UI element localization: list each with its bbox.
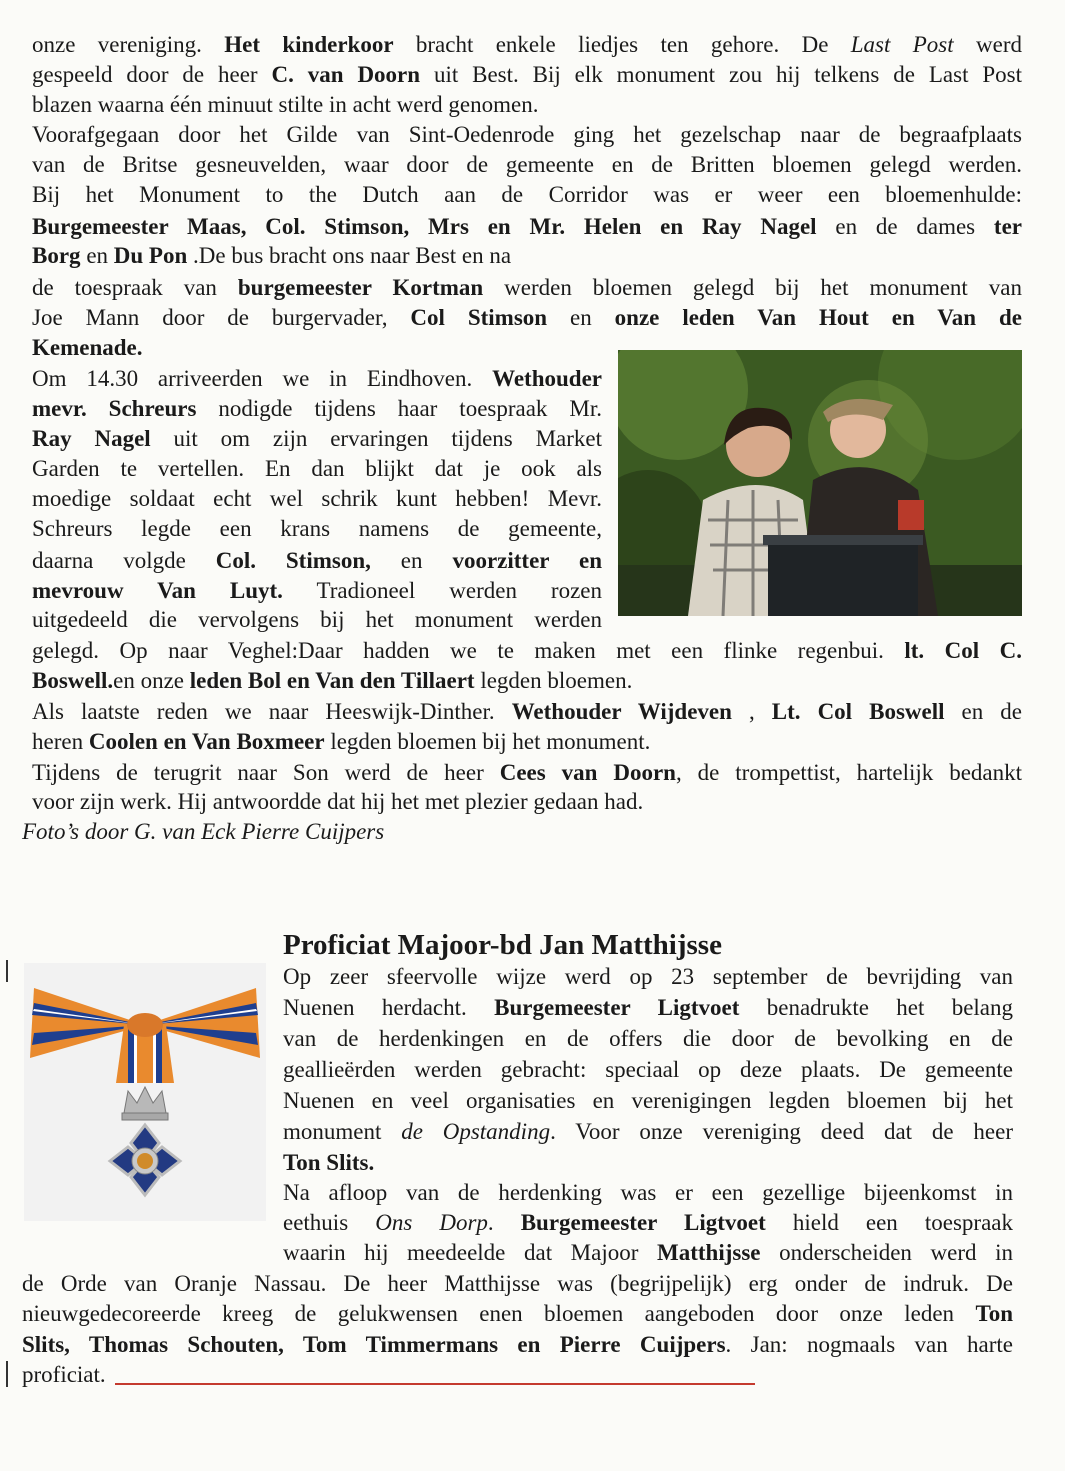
- ceremony-photo: [618, 350, 1022, 616]
- top-line-4: [32, 120, 1022, 150]
- text-run: uit om zijn ervaringen tijdens Market: [150, 426, 602, 451]
- text-run: hield een toespraak: [765, 1210, 1013, 1235]
- text-run: Kemenade.: [32, 335, 143, 360]
- top-line-19: [32, 576, 602, 606]
- text-run: werden bloemen gelegd bij het monument van: [483, 275, 1022, 300]
- text-run: de Opstanding: [401, 1119, 551, 1144]
- text-run: ,: [731, 699, 772, 724]
- text-run: proficiat.: [22, 1362, 106, 1387]
- text-run: lt. Col C.: [904, 638, 1022, 663]
- text-run: Schreurs legde een krans namens de gemeente,: [32, 516, 602, 541]
- text-run: C. van Doorn: [271, 62, 421, 87]
- text-run: voorzitter en: [452, 548, 602, 573]
- text-run: daarna volgde: [32, 548, 216, 573]
- text-run: monument: [283, 1119, 402, 1144]
- text-run: gelegd. Op naar Veghel:Daar hadden we te maken met een flinke regenbui.: [32, 638, 905, 663]
- margin-mark-top: [6, 960, 8, 982]
- top-line-3: [32, 90, 538, 120]
- bottom-line-11: [22, 1269, 1013, 1299]
- text-run: bracht enkele liedjes ten gehore. De: [393, 32, 851, 57]
- text-run: Last Post: [850, 32, 954, 57]
- text-run: Coolen en Van Boxmeer: [88, 729, 325, 754]
- text-run: Burgemeester Ligtvoet: [520, 1210, 766, 1235]
- text-run: onze vereniging.: [32, 32, 225, 57]
- text-run: Na afloop van de herdenking was er een gezellige bijeenkomst in: [283, 1180, 1013, 1205]
- top-line-11: [32, 333, 143, 363]
- text-run: Slits, Thomas Schouten, Tom Timmermans en Pierre Cuijpers: [22, 1332, 726, 1357]
- text-run: Tijdens de terugrit naar Son werd de heer: [32, 760, 500, 785]
- top-line-12: [32, 364, 602, 394]
- text-run: waarin hij meedeelde dat Majoor: [283, 1240, 657, 1265]
- text-run: gespeeld door de heer: [32, 62, 272, 87]
- photo-credit: [22, 817, 384, 847]
- text-run: . Jan: nogmaals van harte: [725, 1332, 1013, 1357]
- medal-image: [24, 963, 266, 1221]
- bottom-line-5: [283, 1086, 1013, 1116]
- text-run: de toespraak van: [32, 275, 238, 300]
- text-run: mevrouw Van Luyt.: [32, 578, 283, 603]
- top-line-25: [32, 758, 1022, 788]
- top-line-7: [32, 212, 1022, 242]
- text-run: Col. Stimson,: [215, 548, 371, 573]
- text-run: blazen waarna één minuut stilte in acht werd genomen.: [32, 92, 539, 117]
- text-run: Matthijsse: [657, 1240, 761, 1265]
- top-line-6: [32, 180, 1022, 210]
- bottom-line-12: [22, 1299, 1013, 1329]
- top-line-21: [32, 636, 1022, 666]
- text-run: Burgemeester Ligtvoet: [494, 995, 740, 1020]
- text-run: Du Pon: [113, 243, 188, 268]
- bottom-line-6: [283, 1117, 1013, 1147]
- text-run: Tradioneel werden rozen: [282, 578, 602, 603]
- text-run: Borg: [32, 243, 81, 268]
- top-line-16: [32, 484, 602, 514]
- top-line-8: [32, 241, 511, 271]
- text-run: van de Britse gesneuvelden, waar door de gemeente en de Britten bloemen gelegd werden.: [32, 152, 1022, 177]
- text-run: voor zijn werk. Hij antwoordde dat hij het met plezier gedaan had.: [32, 789, 644, 814]
- text-run: moedige soldaat echt wel schrik kunt hebben! Mevr.: [32, 486, 602, 511]
- text-run: Voorafgegaan door het Gilde van Sint-Oedenrode ging het gezelschap naar de begraafplaats: [32, 122, 1022, 147]
- text-run: werd: [953, 32, 1022, 57]
- text-run: burgemeester Kortman: [237, 275, 484, 300]
- text-run: Burgemeester Maas, Col. Stimson, Mrs en Mr. Helen en Ray Nagel: [32, 214, 817, 239]
- top-line-13: [32, 394, 602, 424]
- text-run: leden Bol en Van den Tillaert: [189, 668, 475, 693]
- text-run: Boswell.: [32, 668, 114, 693]
- text-run: ter: [993, 214, 1022, 239]
- text-run: en: [370, 548, 453, 573]
- top-line-24: [32, 727, 650, 757]
- text-run: Joe Mann door de burgervader,: [32, 305, 411, 330]
- text-run: Het kinderkoor: [224, 32, 394, 57]
- text-run: Bij het Monument to the Dutch aan de Corridor was er weer een bloemenhulde:: [32, 182, 1022, 207]
- bottom-line-14: [22, 1360, 106, 1390]
- text-run: en onze: [113, 668, 190, 693]
- text-run: Wethouder Wijdeven: [511, 699, 732, 724]
- top-line-15: [32, 454, 602, 484]
- text-run: Wethouder: [492, 366, 602, 391]
- text-run: onze leden Van Hout en Van de: [614, 305, 1022, 330]
- text-run: .De bus bracht ons naar Best en na: [187, 243, 512, 268]
- bottom-line-9: [283, 1208, 1013, 1238]
- margin-mark-bottom: [6, 1361, 8, 1387]
- text-run: .: [487, 1210, 521, 1235]
- text-run: onderscheiden werd in: [760, 1240, 1013, 1265]
- text-run: nieuwgedecoreerde kreeg de gelukwensen enen bloemen aangeboden door onze leden: [22, 1301, 976, 1326]
- text-run: legden bloemen.: [474, 668, 633, 693]
- top-line-18: [32, 546, 602, 576]
- text-run: heren: [32, 729, 89, 754]
- ceremony-photo-illustration: [618, 350, 1022, 616]
- top-line-2: [32, 60, 1022, 90]
- text-run: Om 14.30 arriveerden we in Eindhoven.: [32, 366, 493, 391]
- bottom-line-3: [283, 1024, 1013, 1054]
- closing-red-rule: [115, 1383, 755, 1385]
- article-heading: Proficiat Majoor-bd Jan Matthijsse: [283, 929, 722, 961]
- order-of-orange-nassau-medal-icon: [24, 963, 266, 1221]
- text-run: legden bloemen bij het monument.: [324, 729, 651, 754]
- top-line-5: [32, 150, 1022, 180]
- text-run: Nuenen herdacht.: [283, 995, 495, 1020]
- text-run: nodigde tijdens haar toespraak Mr.: [196, 396, 602, 421]
- text-run: en: [80, 243, 114, 268]
- top-line-9: [32, 273, 1022, 303]
- text-run: benadrukte het belang: [739, 995, 1013, 1020]
- text-run: Col Stimson: [410, 305, 548, 330]
- text-run: de Orde van Oranje Nassau. De heer Matthijsse was (begrijpelijk) erg onder de indruk. De: [22, 1271, 1013, 1296]
- top-line-23: [32, 697, 1022, 727]
- text-run: en de: [944, 699, 1023, 724]
- text-run: eethuis: [283, 1210, 376, 1235]
- text-run: Foto’s door G. van Eck Pierre Cuijpers: [22, 819, 385, 844]
- bottom-line-2: [283, 993, 1013, 1023]
- text-run: uitgedeeld die vervolgens bij het monument werden: [32, 607, 602, 632]
- top-line-20: [32, 605, 602, 635]
- text-run: mevr. Schreurs: [32, 396, 197, 421]
- bottom-line-4: [283, 1055, 1013, 1085]
- bottom-line-1: [283, 962, 1013, 992]
- text-run: Cees van Doorn: [499, 760, 676, 785]
- text-run: Ray Nagel: [32, 426, 151, 451]
- top-line-17: [32, 514, 602, 544]
- top-line-1: [32, 30, 1022, 60]
- text-run: en: [547, 305, 615, 330]
- text-run: en de dames: [816, 214, 994, 239]
- text-run: Lt. Col Boswell: [771, 699, 945, 724]
- text-run: uit Best. Bij elk monument zou hij telkens de Last Post: [420, 62, 1022, 87]
- top-line-14: [32, 424, 602, 454]
- text-run: Garden te vertellen. En dan blijkt dat je ook als: [32, 456, 602, 481]
- top-line-10: [32, 303, 1022, 333]
- text-run: Ton: [975, 1301, 1013, 1326]
- text-run: Op zeer sfeervolle wijze werd op 23 september de bevrijding van: [283, 964, 1013, 989]
- top-line-22: [32, 666, 632, 696]
- text-run: Ton Slits.: [283, 1150, 375, 1175]
- text-run: Als laatste reden we naar Heeswijk-Dinther.: [32, 699, 512, 724]
- bottom-line-8: [283, 1178, 1013, 1208]
- bottom-line-13: [22, 1330, 1013, 1360]
- bottom-line-10: [283, 1238, 1013, 1268]
- text-run: geallieërden werden gebracht: speciaal op deze plaats. De gemeente: [283, 1057, 1013, 1082]
- top-line-26: [32, 787, 643, 817]
- bottom-line-7: [283, 1148, 374, 1178]
- text-run: van de herdenkingen en de offers die door de bevolking en de: [283, 1026, 1013, 1051]
- text-run: , de trompettist, hartelijk bedankt: [675, 760, 1023, 785]
- text-run: Nuenen en veel organisaties en verenigingen legden bloemen bij het: [283, 1088, 1013, 1113]
- text-run: Ons Dorp: [375, 1210, 488, 1235]
- text-run: . Voor onze vereniging deed dat de heer: [550, 1119, 1013, 1144]
